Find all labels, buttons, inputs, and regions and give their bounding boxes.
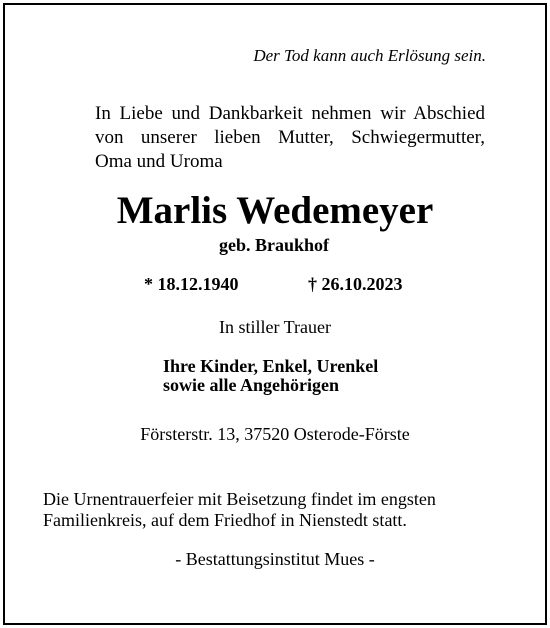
intro-line: Oma und Uroma xyxy=(95,151,223,172)
service-line: Familienkreis, auf dem Friedhof in Nienstedt statt. xyxy=(43,510,407,530)
intro-line: von unserer lieben Mutter, Schwiegermutter, xyxy=(95,127,485,148)
family-line: Ihre Kinder, Enkel, Urenkel xyxy=(163,356,379,376)
service-line: Die Urnentrauerfeier mit Beisetzung findet im engsten xyxy=(43,489,436,509)
address: Försterstr. 13, 37520 Osterode-Förste xyxy=(140,424,410,444)
intro-text xyxy=(95,102,485,174)
intro-line: In Liebe und Dankbarkeit nehmen wir Abschied xyxy=(95,103,485,124)
undertaker: - Bestattungsinstitut Mues - xyxy=(175,549,375,569)
family-block xyxy=(163,357,378,395)
notice-border xyxy=(3,3,547,625)
deceased-name: Marlis Wedemeyer xyxy=(116,189,434,232)
motto: Der Tod kann auch Erlösung sein. xyxy=(253,46,486,65)
birth-date: * 18.12.1940 xyxy=(144,274,239,294)
mourning-text: In stiller Trauer xyxy=(219,317,331,337)
family-line: sowie alle Angehörigen xyxy=(163,375,339,395)
service-info xyxy=(43,489,513,531)
maiden-name: geb. Braukhof xyxy=(219,235,330,255)
death-date: † 26.10.2023 xyxy=(308,274,403,294)
